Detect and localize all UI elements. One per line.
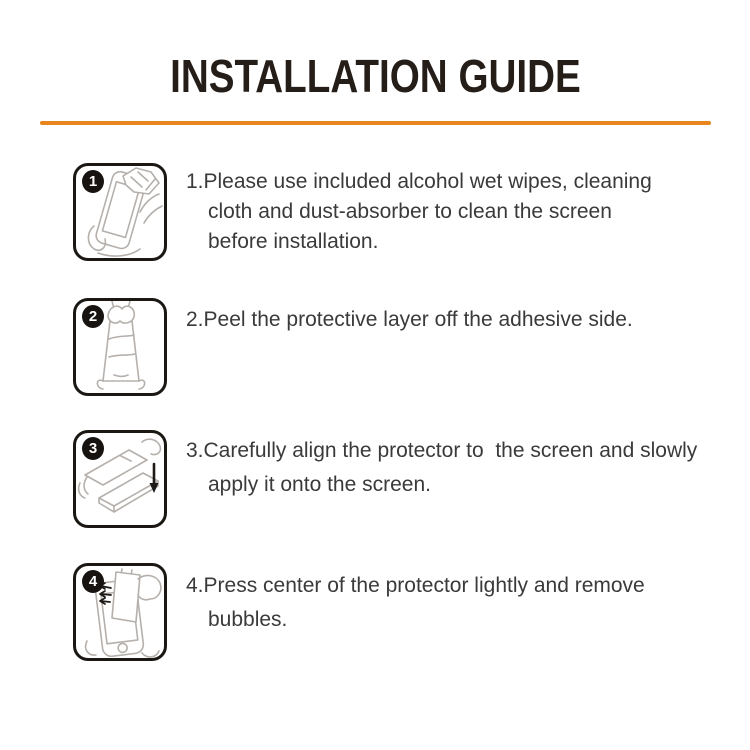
step-text-line: 2.Peel the protective layer off the adhesive side.: [186, 308, 633, 331]
page-title-text: INSTALLATION GUIDE: [169, 50, 581, 102]
step-text-line: apply it onto the screen.: [208, 473, 431, 496]
step-text-line: before installation.: [208, 230, 379, 253]
step-2-text: [186, 305, 731, 335]
step-4-icon-box: [73, 563, 167, 661]
step-3-icon-box: [73, 430, 167, 528]
step-1-text: [186, 167, 731, 257]
step-2-icon-box: [73, 298, 167, 396]
step-text-line: 3.Carefully align the protector to the screen and slowly: [186, 439, 698, 462]
page-title: [0, 52, 750, 100]
step-4-text: [186, 569, 731, 637]
step-text-line: bubbles.: [208, 608, 288, 631]
step-1-icon-box: [73, 163, 167, 261]
orange-divider: [40, 121, 711, 125]
step-number-badge: 3: [82, 437, 104, 460]
step-number-badge: 1: [82, 170, 104, 193]
step-text-line: 1.Please use included alcohol wet wipes, cleaning: [186, 170, 652, 193]
step-number-badge: 2: [82, 305, 104, 328]
step-3-text: [186, 434, 731, 502]
step-text-line: cloth and dust-absorber to clean the screen: [208, 200, 612, 223]
step-number-badge: 4: [82, 570, 104, 593]
step-text-line: 4.Press center of the protector lightly and remove: [186, 574, 645, 597]
